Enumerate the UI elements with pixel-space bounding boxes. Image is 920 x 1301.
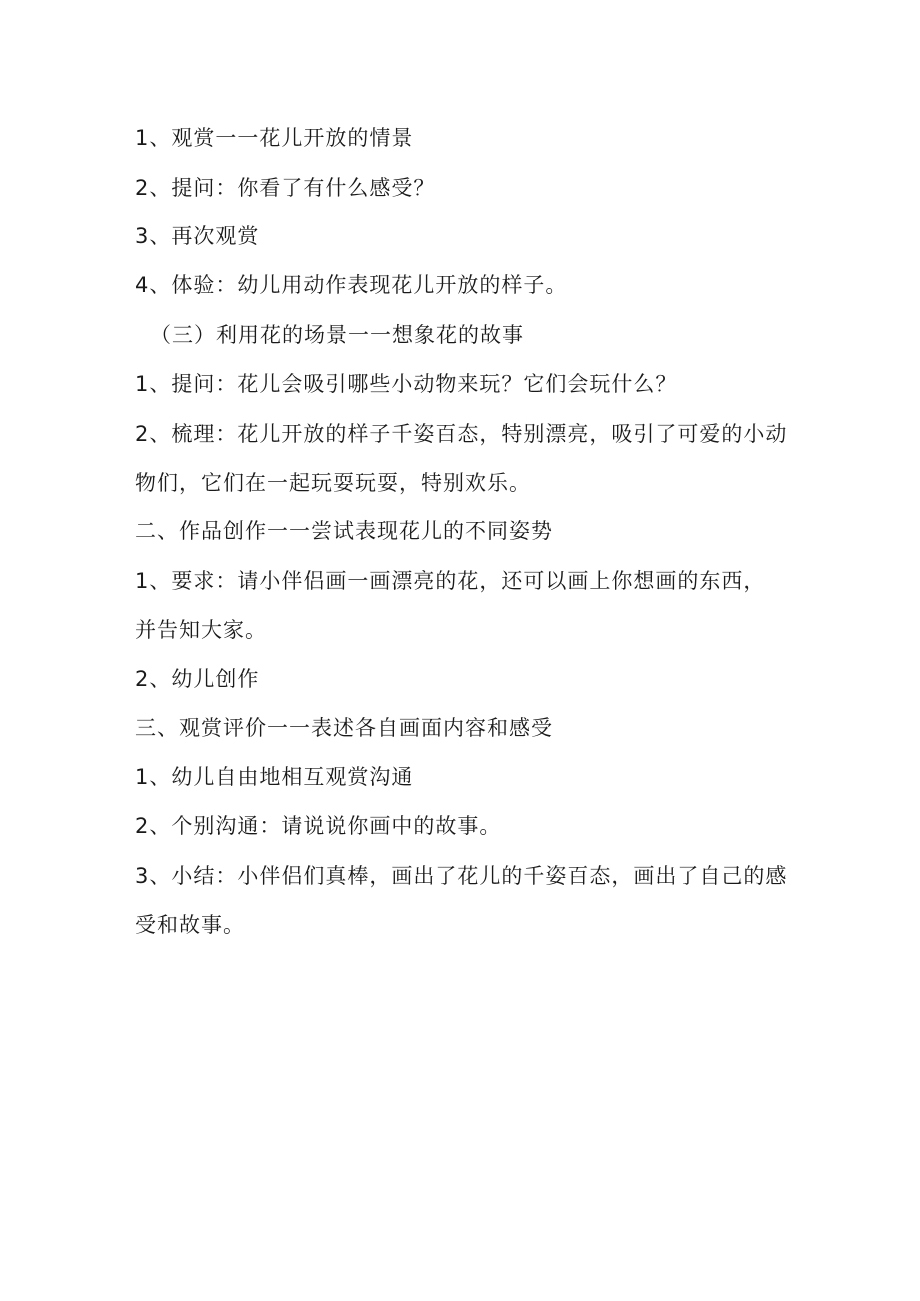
text-line: 4、体验：幼儿用动作表现花儿开放的样子。 [135, 273, 568, 297]
section-heading: 三、观赏评价一一表述各自画面内容和感受 [135, 716, 553, 740]
text-line: 受和故事。 [135, 913, 245, 937]
text-line: 2、个别沟通：请说说你画中的故事。 [135, 814, 502, 838]
text-line: 2、幼儿创作 [135, 667, 260, 691]
text-line: 1、幼儿自由地相互观赏沟通 [135, 765, 414, 789]
text-line: 物们，它们在一起玩耍玩耍，特别欢乐。 [135, 471, 531, 495]
text-line: 1、要求：请小伴侣画一画漂亮的花，还可以画上你想画的东西， [135, 569, 766, 593]
section-heading: 二、作品创作一一尝试表现花儿的不同姿势 [135, 519, 553, 543]
text-line: 2、梳理：花儿开放的样子千姿百态，特别漂亮，吸引了可爱的小动 [135, 422, 788, 446]
section-heading: （三）利用花的场景一一想象花的故事 [150, 323, 524, 347]
text-line: 并告知大家。 [135, 618, 267, 642]
text-line: 3、再次观赏 [135, 224, 260, 248]
text-line: 1、观赏一一花儿开放的情景 [135, 126, 414, 150]
text-line: 3、小结：小伴侣们真棒，画出了花儿的千姿百态，画出了自己的感 [135, 864, 788, 888]
text-line: 1、提问：花儿会吸引哪些小动物来玩？它们会玩什么？ [135, 372, 678, 396]
text-line: 2、提问：你看了有什么感受？ [135, 176, 436, 200]
